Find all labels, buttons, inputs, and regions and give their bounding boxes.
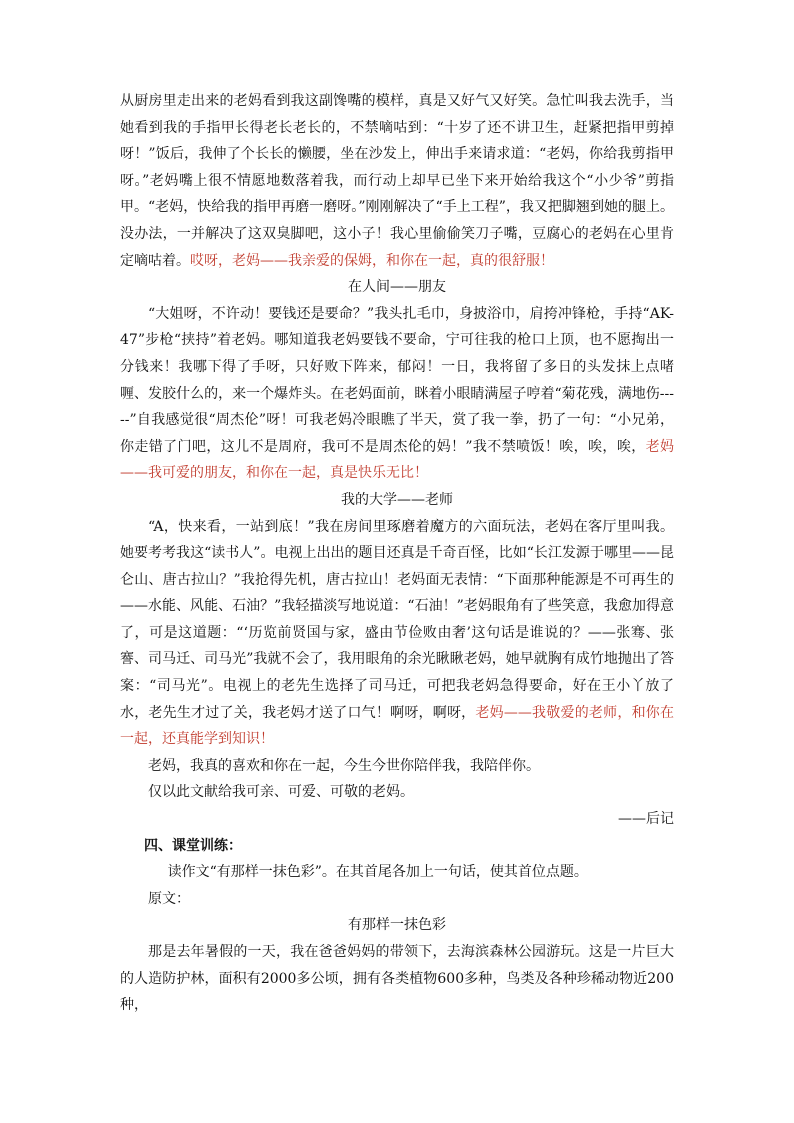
paragraph-teacher: “A，快来看，一站到底！”我在房间里琢磨着魔方的六面玩法，老妈在客厅里叫我。她要考考我这“读书人”。电视上出出的题目还真是千奇百怪，比如“长江发源于哪里——昆仑山、唐古拉山？”我抢得先机，唐古拉山！老妈面无表情：“下面那种能源是不可再生的——水能、风能、石油？”我轻描淡写地说道：“石油！”老妈眼角有了些笑意，我愈加得意了，可是这道题：“‘历览前贤国与家，盛由节俭败由奢’这句话是谁说的？——张骞、张謇、司马迁、司马光”我就不会了，我用眼角的余光瞅瞅老妈，她早就胸有成竹地抛出了答案：“司马光”。电视上的老先生选择了司马迁，可把我老妈急得要命，好在王小丫放了水，老先生才过了关，我老妈才送了口气！啊呀，啊呀，老妈——我敬爱的老师，和你在一起，还真能学到知识！	[120, 518, 675, 748]
essay-title: 有那样一抹色彩	[348, 917, 446, 934]
postscript: ——后记	[618, 811, 674, 828]
paragraph-friend: “大姐呀，不许动！要钱还是要命？”我头扎毛巾，身披浴巾，肩挎冲锋枪，手持“AK-47”步枪“挟持”着老妈。哪知道我老妈要钱不要命，宁可往我的枪口上顶，也不愿掏出一分钱来！我哪下得了手呀，只好败下阵来，郁闷！一日，我将留了多日的头发抹上点啫喱、发胶什么的，来一个爆炸头。在老妈面前，眯着小眼睛满屋子哼着“菊花残，满地伤-----”自我感觉很“周杰伦”呀！可我老妈冷眼瞧了半天，赏了我一拳，扔了一句：“小兄弟，你走错了门吧，这儿不是周府，我可不是周杰伦的妈！”我不禁喷饭！唉，唉，唉，老妈——我可爱的朋友，和你在一起，真是快乐无比！	[120, 305, 674, 482]
essay-paragraph: 那是去年暑假的一天，我在爸爸妈妈的带领下，去海滨森林公园游玩。这是一片巨大的人造防护林，面积有2000多公顷，拥有各类植物600多种，鸟类及各种珍稀动物近200种，	[120, 944, 674, 1014]
highlight-teacher: 老妈——我敬爱的老师，和你在一起，还真能学到知识！	[120, 704, 675, 748]
section4-heading: 四、课堂训练：	[144, 837, 242, 854]
closing-line-2: 仅以此文献给我可亲、可爱、可敬的老妈。	[148, 784, 414, 801]
section4-instruction: 读作文“有那样一抹色彩”。在其首尾各加上一句话，使其首位点题。	[167, 864, 588, 881]
highlight-nanny: 哎呀，老妈——我亲爱的保姆，和你在一起，真的很舒服！	[190, 252, 554, 269]
section-title-teacher: 我的大学——老师	[341, 491, 453, 508]
paragraph-kitchen: 从厨房里走出来的老妈看到我这副馋嘴的模样，真是又好气又好笑。急忙叫我去洗手，当她看到我的手指甲长得老长老长的，不禁嘀咕到：“十岁了还不讲卫生，赶紧把指甲剪掉呀！”饭后，我伸了个长长的懒腰，坐在沙发上，伸出手来请求道：“老妈，你给我剪指甲呀。”老妈嘴上很不情愿地数落着我，而行动上却早已坐下来开始给我这个“小少爷”剪指甲。“老妈，快给我的指甲再磨一磨呀。”刚刚解决了“手上工程”，我又把脚翘到她的腿上。没办法，一并解决了这双臭脚吧，这小子！我心里偷偷笑刀子嘴，豆腐心的老妈在心里肯定嘀咕着。哎呀，老妈——我亲爱的保姆，和你在一起，真的很舒服！	[120, 93, 674, 269]
closing-line-1: 老妈，我真的喜欢和你在一起，今生今世你陪伴我，我陪伴你。	[148, 757, 540, 774]
original-label: 原文：	[148, 890, 190, 907]
highlight-friend: 老妈——我可爱的朋友，和你在一起，真是快乐无比！	[120, 438, 674, 482]
section-title-friend: 在人间——朋友	[348, 279, 446, 296]
document-page	[120, 88, 674, 1019]
